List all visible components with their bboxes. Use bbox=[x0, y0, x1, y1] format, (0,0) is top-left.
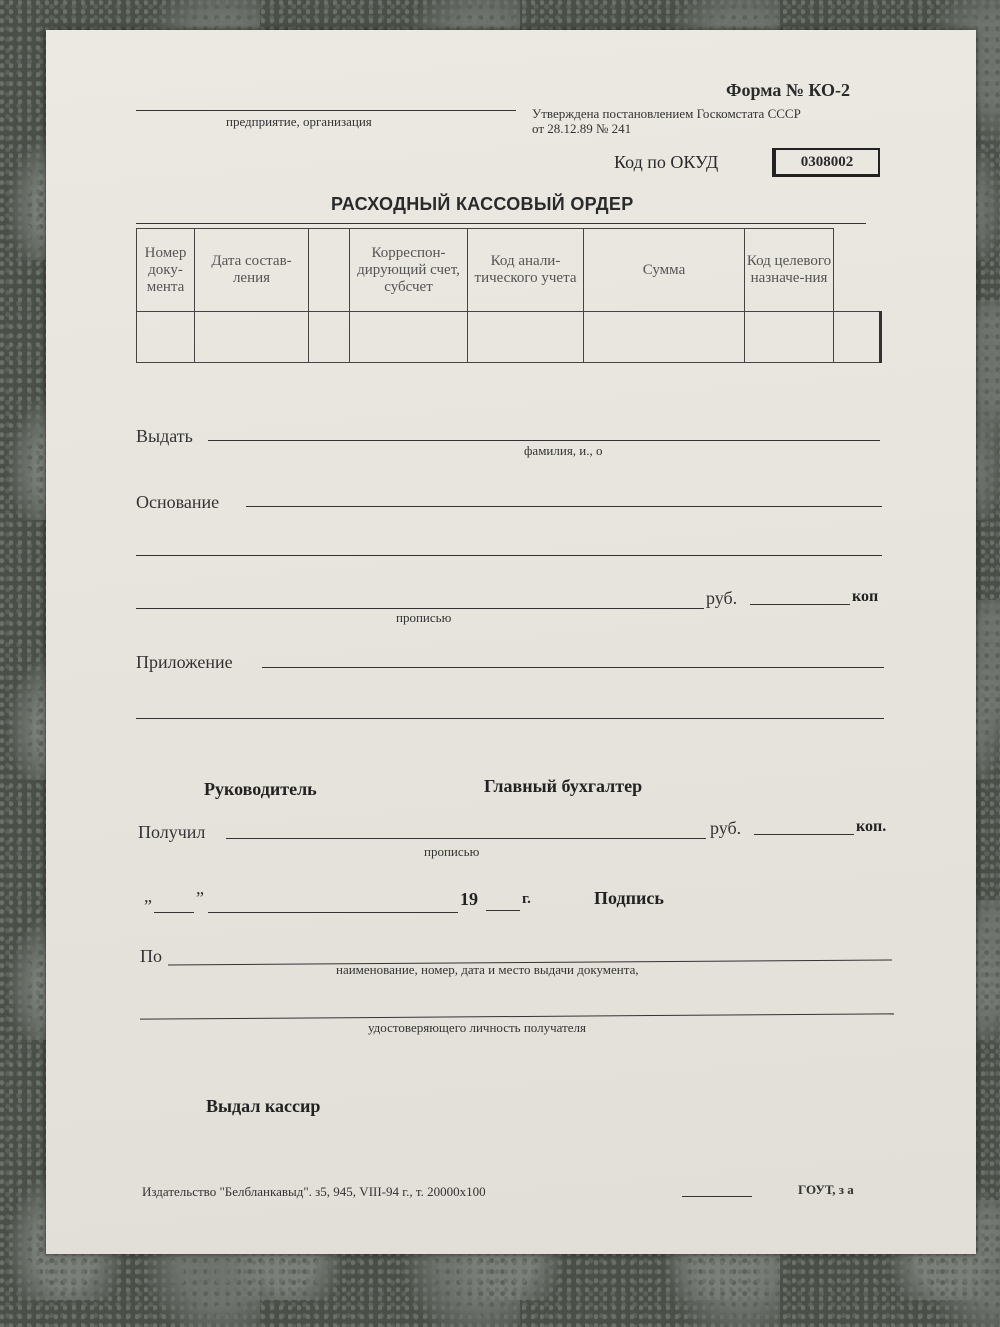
table-header-row bbox=[137, 229, 881, 312]
cell-sum[interactable] bbox=[584, 312, 745, 363]
cell-blank[interactable] bbox=[309, 312, 350, 363]
rub-label-2: руб. bbox=[710, 818, 742, 838]
issue-caption: фамилия, и., о bbox=[524, 443, 603, 458]
form-number: Форма № КО-2 bbox=[726, 80, 851, 100]
date-quote-close: ” bbox=[196, 888, 204, 908]
rub-label: руб. bbox=[706, 588, 738, 608]
year-suffix: г. bbox=[522, 891, 531, 907]
date-quote-open: „ bbox=[144, 886, 152, 906]
received-label: Получил bbox=[138, 822, 206, 842]
okud-code: 0308002 bbox=[772, 148, 880, 177]
year-line[interactable] bbox=[486, 910, 520, 911]
issue-line[interactable] bbox=[208, 440, 880, 441]
basis-line-2[interactable] bbox=[136, 555, 882, 556]
form-title: РАСХОДНЫЙ КАССОВЫЙ ОРДЕР bbox=[331, 194, 634, 214]
title-rule bbox=[136, 223, 866, 224]
kop-label-2: коп. bbox=[856, 818, 887, 835]
id-caption: удостоверяющего личность получателя bbox=[368, 1020, 587, 1035]
attachment-line[interactable] bbox=[262, 667, 884, 668]
cell-account[interactable] bbox=[350, 312, 468, 363]
approved-line2: от 28.12.89 № 241 bbox=[532, 121, 632, 136]
month-line[interactable] bbox=[208, 912, 458, 913]
cashier-label: Выдал кассир bbox=[206, 1096, 321, 1116]
in-words-caption-2: прописью bbox=[424, 844, 480, 859]
gost-mark: ГОУТ, з а bbox=[798, 1182, 854, 1197]
manager-label: Руководитель bbox=[204, 779, 317, 799]
org-caption: предприятие, организация bbox=[226, 114, 372, 129]
year-prefix: 19 bbox=[460, 889, 478, 909]
header-blank bbox=[309, 229, 350, 312]
cell-analytic-code[interactable] bbox=[468, 312, 584, 363]
document-line-2[interactable] bbox=[140, 1013, 894, 1019]
document-table bbox=[136, 228, 882, 363]
header-sum: Сумма bbox=[584, 229, 745, 312]
basis-line[interactable] bbox=[246, 506, 882, 507]
header-account: Корреспон-дирующий счет, субсчет bbox=[350, 229, 468, 312]
chief-accountant-label: Главный бухгалтер bbox=[484, 776, 643, 796]
org-line[interactable] bbox=[136, 110, 516, 111]
issue-label: Выдать bbox=[136, 426, 193, 446]
header-purpose-code: Код целевого назначе-ния bbox=[745, 229, 834, 312]
footer-rule bbox=[682, 1196, 752, 1197]
cell-date[interactable] bbox=[195, 312, 309, 363]
cell-doc-number[interactable] bbox=[137, 312, 195, 363]
day-line[interactable] bbox=[154, 912, 194, 913]
in-words-caption: прописью bbox=[396, 610, 452, 625]
kop-amount-line-2[interactable] bbox=[754, 834, 854, 835]
amount-words-line[interactable] bbox=[136, 608, 704, 609]
document-caption: наименование, номер, дата и место выдачи документа, bbox=[336, 962, 639, 977]
signature-label: Подпись bbox=[594, 888, 664, 908]
kop-amount-line[interactable] bbox=[750, 604, 850, 605]
attachment-label: Приложение bbox=[136, 652, 233, 672]
okud-label: Код по ОКУД bbox=[614, 152, 719, 172]
publisher-imprint: Издательство "Белбланкавыд". з5, 945, VIII-94 г., т. 20000х100 bbox=[142, 1184, 486, 1199]
attachment-line-2[interactable] bbox=[136, 718, 884, 719]
by-label: По bbox=[140, 946, 162, 966]
header-date: Дата состав-ления bbox=[195, 229, 309, 312]
basis-label: Основание bbox=[136, 492, 220, 512]
header-analytic-code: Код анали-тического учета bbox=[468, 229, 584, 312]
header-doc-number: Номер доку-мента bbox=[137, 229, 195, 312]
approved-line1: Утверждена постановлением Госкомстата СССР bbox=[532, 106, 801, 121]
header-extra bbox=[834, 229, 881, 312]
cell-purpose-code[interactable] bbox=[745, 312, 834, 363]
cell-extra[interactable] bbox=[834, 312, 881, 363]
table-row bbox=[137, 312, 881, 363]
received-line[interactable] bbox=[226, 838, 706, 839]
kop-label: коп bbox=[852, 588, 879, 605]
cash-order-form bbox=[46, 30, 976, 1254]
